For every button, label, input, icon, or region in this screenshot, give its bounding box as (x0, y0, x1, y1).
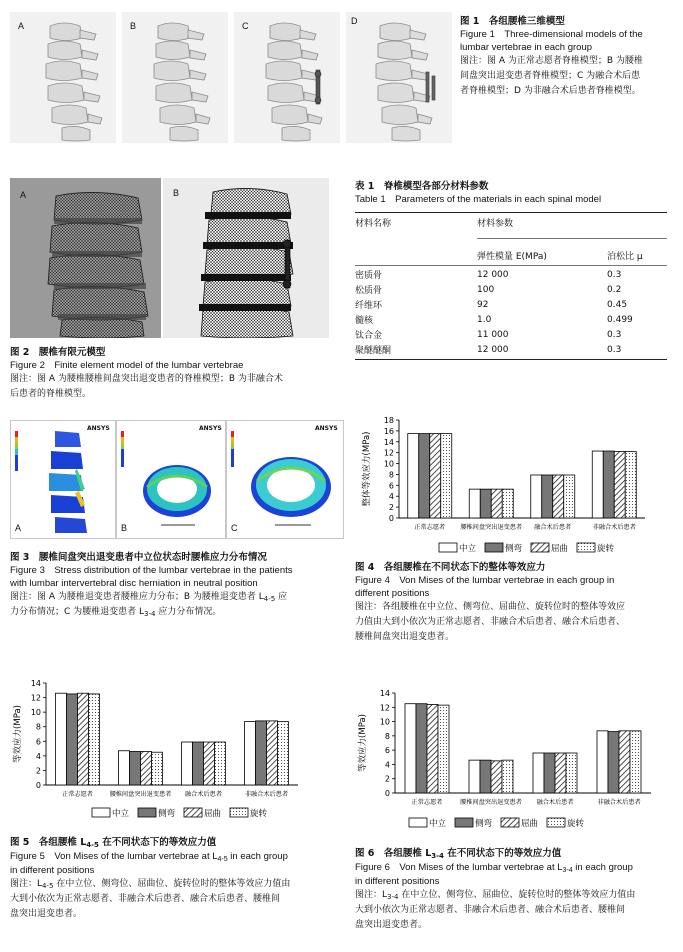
ansys-logo: ANSYS (315, 425, 338, 432)
x-tick-label: 腰椎间盘突出退变患者 (460, 524, 523, 531)
fig5-caption (10, 836, 340, 922)
fig3-note-text: 图注：图 A 为腰椎退变患者腰椎应力分布；B 为腰椎退变患者 L (10, 592, 264, 602)
bar-旋转-非融合术后患者 (278, 722, 289, 785)
bar-旋转-正常志愿者 (438, 705, 449, 793)
y-tick-label: 2 (35, 766, 41, 776)
bar-中立-腰椎间盘突出退变患者 (469, 760, 480, 793)
table-header-name: 材料名称 (355, 218, 392, 229)
fig5-note-line: 盘突出退变患者。 (10, 909, 83, 919)
fig2-en-line: Figure 2 Finite element model of the lumbar vertebrae (10, 360, 244, 371)
table-cell-modulus: 92 (477, 299, 489, 310)
legend-label: 屈曲 (521, 819, 539, 829)
x-tick-label: 融合术后患者 (534, 524, 572, 531)
bar-屈曲-腰椎间盘突出退变患者 (491, 489, 502, 518)
bar-屈曲-腰椎间盘突出退变患者 (141, 751, 152, 785)
x-tick-label: 正常志愿者 (414, 524, 446, 531)
table-cell-modulus: 12 000 (477, 344, 509, 355)
table-cell-modulus: 100 (477, 284, 495, 295)
fig5-title-subscript: 4-5 (86, 841, 99, 849)
y-tick-label: 4 (35, 751, 41, 761)
x-tick-label: 融合术后患者 (536, 799, 574, 806)
legend-swatch (184, 808, 202, 817)
table-cell-modulus: 1.0 (477, 314, 492, 325)
panel-letter: A (20, 190, 27, 200)
y-axis-label: 等效应力(MPa) (358, 714, 368, 772)
legend-swatch (531, 543, 549, 552)
x-tick-label: 正常志愿者 (411, 799, 443, 806)
fig1-title: 图 1 各组腰椎三维模型 (460, 16, 565, 27)
fig3-note-text: 应力分布情况。 (155, 607, 222, 617)
table-cell-poisson: 0.45 (607, 299, 628, 310)
fig6-en-text: in each group (572, 862, 633, 873)
bar-中立-非融合术后患者 (597, 731, 608, 793)
bar-屈曲-非融合术后患者 (267, 721, 278, 785)
fig1-panel-d (346, 12, 452, 143)
fig3-panel-b (116, 420, 226, 539)
y-tick-label: 10 (379, 717, 390, 727)
fig6-chart (355, 685, 665, 833)
table-cell-poisson: 0.499 (607, 314, 633, 325)
legend-label: 旋转 (597, 544, 615, 554)
fig4-title: 图 4 各组腰椎在不同状态下的整体等效应力 (355, 562, 546, 573)
bar-屈曲-融合术后患者 (555, 753, 566, 793)
table-row (355, 312, 667, 327)
table-cell-poisson: 0.3 (607, 329, 622, 340)
fig4-caption (355, 561, 675, 645)
fig3-panel-a (10, 420, 116, 539)
bar-中立-非融合术后患者 (245, 722, 256, 785)
y-tick-label: 12 (383, 448, 394, 458)
materials-table (355, 213, 667, 357)
fig5-chart (10, 675, 310, 825)
bar-中立-融合术后患者 (533, 753, 544, 793)
fig6-note-subscript: 3-4 (387, 893, 399, 901)
table-cell-poisson: 0.2 (607, 284, 622, 295)
bar-旋转-融合术后患者 (215, 742, 226, 785)
fig3-note-line (10, 605, 350, 620)
bar-屈曲-正常志愿者 (78, 693, 89, 785)
fig6-en-line (355, 861, 680, 875)
fig4-en-line: Figure 4 Von Mises of the lumbar vertebrae in each group in (355, 575, 615, 586)
bar-侧弯-非融合术后患者 (603, 451, 614, 518)
table-row (355, 342, 667, 357)
table1-en-title: Table 1 Parameters of the materials in each spinal model (355, 194, 602, 205)
y-tick-label: 4 (388, 492, 394, 502)
fig2-title: 图 2 腰椎有限元模型 (10, 347, 106, 358)
fig4-note-line: 腰椎间盘突出退变患者。 (355, 632, 455, 642)
table-cell-name: 钛合金 (355, 331, 383, 341)
y-tick-label: 10 (383, 459, 394, 469)
bar-中立-正常志愿者 (56, 693, 67, 785)
spine-model-normal-image (10, 12, 116, 143)
fig2-panel-a (10, 178, 161, 338)
fig2-caption (10, 346, 340, 402)
table-header-params: 材料参数 (477, 218, 514, 229)
fig6-caption (355, 847, 680, 933)
fig1-caption (460, 15, 680, 99)
fig3-note-text: 力分布情况；C 为腰椎退变患者 L (10, 607, 145, 617)
legend-swatch (501, 818, 519, 827)
table-row (355, 327, 667, 342)
bar-旋转-非融合术后患者 (625, 452, 636, 518)
fig5-note-text: 图注：L (10, 879, 43, 889)
fig1-note-line: 图注：图 A 为正常志愿者脊椎模型；B 为腰椎 (460, 56, 643, 66)
panel-letter: A (15, 523, 22, 533)
fig6-title-text: 图 6 各组腰椎 L (355, 848, 432, 859)
bar-旋转-融合术后患者 (564, 475, 575, 518)
bar-旋转-正常志愿者 (89, 694, 100, 785)
bar-旋转-融合术后患者 (566, 753, 577, 793)
x-tick-label: 腰椎间盘突出退变患者 (460, 799, 522, 806)
y-tick-label: 4 (384, 760, 390, 770)
fig6-title-subscript: 3-4 (431, 852, 444, 860)
stress-map-l45-image (117, 421, 225, 538)
fig4-note-line: 图注：各组腰椎在中立位、侧弯位、屈曲位、旋转位时的整体等效应 (355, 602, 626, 612)
table-row (355, 282, 667, 297)
legend-swatch (409, 818, 427, 827)
y-tick-label: 2 (388, 503, 394, 513)
fig6-bar-chart (355, 685, 665, 833)
fig4-note-line: 力值由大到小依次为正常志愿者、非融合术后患者、融合术后患者、 (355, 617, 626, 627)
table-cell-name: 密质骨 (355, 271, 383, 281)
y-tick-label: 0 (388, 514, 394, 523)
y-tick-label: 6 (388, 481, 394, 491)
y-tick-label: 18 (383, 416, 394, 425)
legend-swatch (485, 543, 503, 552)
ansys-logo: ANSYS (199, 425, 222, 432)
bar-侧弯-正常志愿者 (67, 694, 78, 785)
fig6-note-text: 图注：L (355, 890, 388, 900)
table1-title: 表 1 脊椎模型各部分材料参数 (355, 181, 489, 192)
panel-letter: B (130, 21, 137, 31)
legend-label: 中立 (112, 809, 130, 819)
y-tick-label: 14 (379, 689, 390, 698)
fig2-panel-b (163, 178, 329, 338)
bar-屈曲-正常志愿者 (427, 704, 438, 793)
fig5-bar-chart (10, 675, 310, 825)
legend-label: 侧弯 (158, 809, 176, 819)
bar-侧弯-正常志愿者 (419, 434, 430, 518)
fig5-en-text: in each group (227, 851, 288, 862)
legend-label: 中立 (459, 544, 477, 554)
fig5-title-text: 在不同状态下的等效应力值 (98, 837, 217, 848)
panel-letter: B (121, 523, 128, 533)
fig1-note-line: 者脊椎模型；D 为非融合术后患者脊椎模型。 (460, 86, 641, 96)
fig3-caption (10, 551, 350, 620)
fig5-note-subscript: 4-5 (42, 882, 54, 890)
legend-label: 旋转 (567, 819, 585, 829)
table-header-poisson: 泊松比 μ (607, 251, 643, 262)
bar-中立-正常志愿者 (408, 434, 419, 518)
x-tick-label: 非融合术后患者 (592, 524, 636, 531)
panel-letter: A (18, 21, 25, 31)
fig6-title-text: 在不同状态下的等效应力值 (443, 848, 562, 859)
legend-label: 侧弯 (505, 544, 523, 554)
fig6-note-line: 盘突出退变患者。 (355, 920, 428, 930)
y-tick-label: 6 (384, 746, 390, 756)
y-tick-label: 12 (379, 703, 390, 713)
stress-map-whole-spine-image (11, 421, 115, 538)
fig1-panel-b (122, 12, 228, 143)
legend-swatch (577, 543, 595, 552)
fig6-en-line: in different positions (355, 876, 440, 887)
fig5-en-line: in different positions (10, 865, 95, 876)
table-cell-name: 聚醚醚酮 (355, 346, 392, 356)
stress-map-l34-image (227, 421, 343, 538)
bar-侧弯-非融合术后患者 (256, 721, 267, 785)
bar-侧弯-非融合术后患者 (608, 732, 619, 793)
fig5-title-text: 图 5 各组腰椎 L (10, 837, 87, 848)
fig3-note-line (10, 590, 350, 605)
y-tick-label: 0 (35, 781, 41, 790)
bar-侧弯-正常志愿者 (416, 704, 427, 793)
table-cell-poisson: 0.3 (607, 269, 622, 280)
bar-侧弯-融合术后患者 (544, 753, 555, 793)
fig1-en-line: Figure 1 Three-dimensional models of the (460, 29, 643, 40)
bar-中立-正常志愿者 (405, 704, 416, 793)
fig6-note-line (355, 888, 680, 903)
bar-旋转-腰椎间盘突出退变患者 (502, 489, 513, 518)
fig6-title (355, 847, 680, 861)
legend-swatch (455, 818, 473, 827)
fig1-panel-c (234, 12, 340, 143)
fig4-bar-chart (355, 410, 665, 558)
table-row (355, 267, 667, 282)
bar-侧弯-腰椎间盘突出退变患者 (480, 760, 491, 793)
fig3-en-line: Figure 3 Stress distribution of the lumbar vertebrae in the patients (10, 565, 293, 576)
fig5-note-line: 大到小依次为正常志愿者、非融合术后患者、融合术后患者、腰椎间 (10, 894, 281, 904)
y-tick-label: 14 (30, 679, 41, 688)
spine-model-nonfusion-image (346, 12, 452, 143)
table-cell-name: 髓核 (355, 316, 374, 326)
fig1-panel-a (10, 12, 116, 143)
bar-屈曲-融合术后患者 (553, 475, 564, 518)
bar-侧弯-融合术后患者 (193, 742, 204, 785)
y-tick-label: 8 (384, 731, 390, 741)
x-tick-label: 正常志愿者 (62, 791, 93, 798)
bar-侧弯-腰椎间盘突出退变患者 (130, 751, 141, 785)
fig2-note-line: 图注：图 A 为腰椎腰椎间盘突出退变患者的脊椎模型；B 为非融合术 (10, 374, 283, 384)
legend-label: 屈曲 (551, 544, 569, 554)
table-cell-modulus: 12 000 (477, 269, 509, 280)
y-tick-label: 6 (35, 737, 41, 747)
fig5-note-text: 在中立位、侧弯位、屈曲位、旋转位时的整体等效应力值由 (53, 879, 291, 889)
legend-swatch (138, 808, 156, 817)
legend-label: 中立 (429, 819, 447, 829)
fig1-en-line: lumbar vertebrae in each group (460, 42, 593, 53)
bar-中立-融合术后患者 (531, 475, 542, 518)
legend-label: 旋转 (250, 809, 268, 819)
bar-中立-融合术后患者 (182, 742, 193, 785)
bar-旋转-正常志愿者 (441, 434, 452, 518)
fig3-note-subscript: 3-4 (144, 610, 156, 618)
spine-model-herniation-image (122, 12, 228, 143)
bar-侧弯-腰椎间盘突出退变患者 (480, 489, 491, 518)
spine-model-fusion-image (234, 12, 340, 143)
y-tick-label: 2 (384, 774, 390, 784)
fig6-en-subscript: 3-4 (562, 867, 573, 874)
y-tick-label: 8 (35, 722, 41, 732)
fig6-note-text: 在中立位、侧弯位、屈曲位、旋转位时的整体等效应力值由 (398, 890, 636, 900)
fe-mesh-nonfusion-image (163, 178, 329, 338)
y-tick-label: 8 (388, 470, 394, 480)
fig3-panel-c (226, 420, 344, 539)
legend-swatch (230, 808, 248, 817)
fig3-note-subscript: 4-5 (263, 595, 276, 603)
y-tick-label: 14 (383, 437, 394, 447)
fig4-en-line: different positions (355, 588, 430, 599)
fig2-note-line: 后患者的脊椎模型。 (10, 389, 92, 399)
legend-swatch (547, 818, 565, 827)
bar-旋转-腰椎间盘突出退变患者 (502, 760, 513, 793)
x-tick-label: 非融合术后患者 (597, 799, 641, 806)
table-row (355, 297, 667, 312)
fig5-en-text: Figure 5 Von Mises of the lumbar vertebrae at L (10, 851, 218, 862)
panel-letter: C (231, 523, 238, 533)
table-header-modulus: 弹性模量 E(MPa) (477, 251, 547, 262)
legend-swatch (92, 808, 110, 817)
fig5-title (10, 836, 340, 850)
ansys-logo: ANSYS (87, 425, 110, 432)
y-axis-label: 整体等效应力(MPa) (362, 431, 372, 507)
table-cell-name: 纤维环 (355, 301, 383, 311)
fig3-title: 图 3 腰椎间盘突出退变患者中立位状态时腰椎应力分布情况 (10, 552, 267, 563)
y-tick-label: 0 (384, 789, 390, 798)
table-cell-name: 松质骨 (355, 286, 383, 296)
fig3-note-text: 应 (275, 592, 288, 602)
legend-label: 侧弯 (475, 819, 493, 829)
fig6-en-text: Figure 6 Von Mises of the lumbar vertebrae at L (355, 862, 563, 873)
legend-swatch (439, 543, 457, 552)
x-tick-label: 融合术后患者 (184, 791, 223, 798)
bar-屈曲-非融合术后患者 (614, 452, 625, 518)
fig3-en-line: with lumbar intervertebral disc herniation in neutral position (10, 578, 258, 589)
y-tick-label: 10 (30, 708, 41, 718)
bar-屈曲-融合术后患者 (204, 742, 215, 785)
table1 (355, 180, 675, 360)
bar-屈曲-腰椎间盘突出退变患者 (491, 761, 502, 793)
bar-侧弯-融合术后患者 (542, 475, 553, 518)
fig4-chart (355, 410, 665, 558)
bar-中立-非融合术后患者 (592, 451, 603, 518)
bar-旋转-腰椎间盘突出退变患者 (152, 752, 163, 785)
panel-letter: D (351, 16, 358, 26)
fig6-note-line: 大到小依次为正常志愿者、非融合术后患者、融合术后患者、腰椎间 (355, 905, 626, 915)
y-axis-label: 等效应力(MPa) (13, 705, 23, 763)
table-cell-poisson: 0.3 (607, 344, 622, 355)
bar-屈曲-非融合术后患者 (619, 731, 630, 793)
bar-中立-腰椎间盘突出退变患者 (119, 751, 130, 785)
fig5-en-subscript: 4-5 (217, 856, 228, 863)
bar-旋转-非融合术后患者 (630, 731, 641, 793)
y-tick-label: 16 (383, 426, 394, 436)
fig5-note-line (10, 877, 340, 892)
panel-letter: C (242, 21, 249, 31)
bar-屈曲-正常志愿者 (430, 434, 441, 518)
bar-中立-腰椎间盘突出退变患者 (469, 489, 480, 518)
table-cell-modulus: 11 000 (477, 329, 509, 340)
fe-mesh-herniation-image (10, 178, 161, 338)
x-tick-label: 腰椎间盘突出退变患者 (109, 791, 172, 798)
fig5-en-line (10, 850, 340, 864)
fig1-note-line: 间盘突出退变患者脊椎模型；C 为融合术后患 (460, 71, 641, 81)
y-tick-label: 12 (30, 693, 41, 703)
legend-label: 屈曲 (204, 809, 222, 819)
panel-letter: B (173, 188, 180, 198)
x-tick-label: 非融合术后患者 (244, 791, 289, 798)
